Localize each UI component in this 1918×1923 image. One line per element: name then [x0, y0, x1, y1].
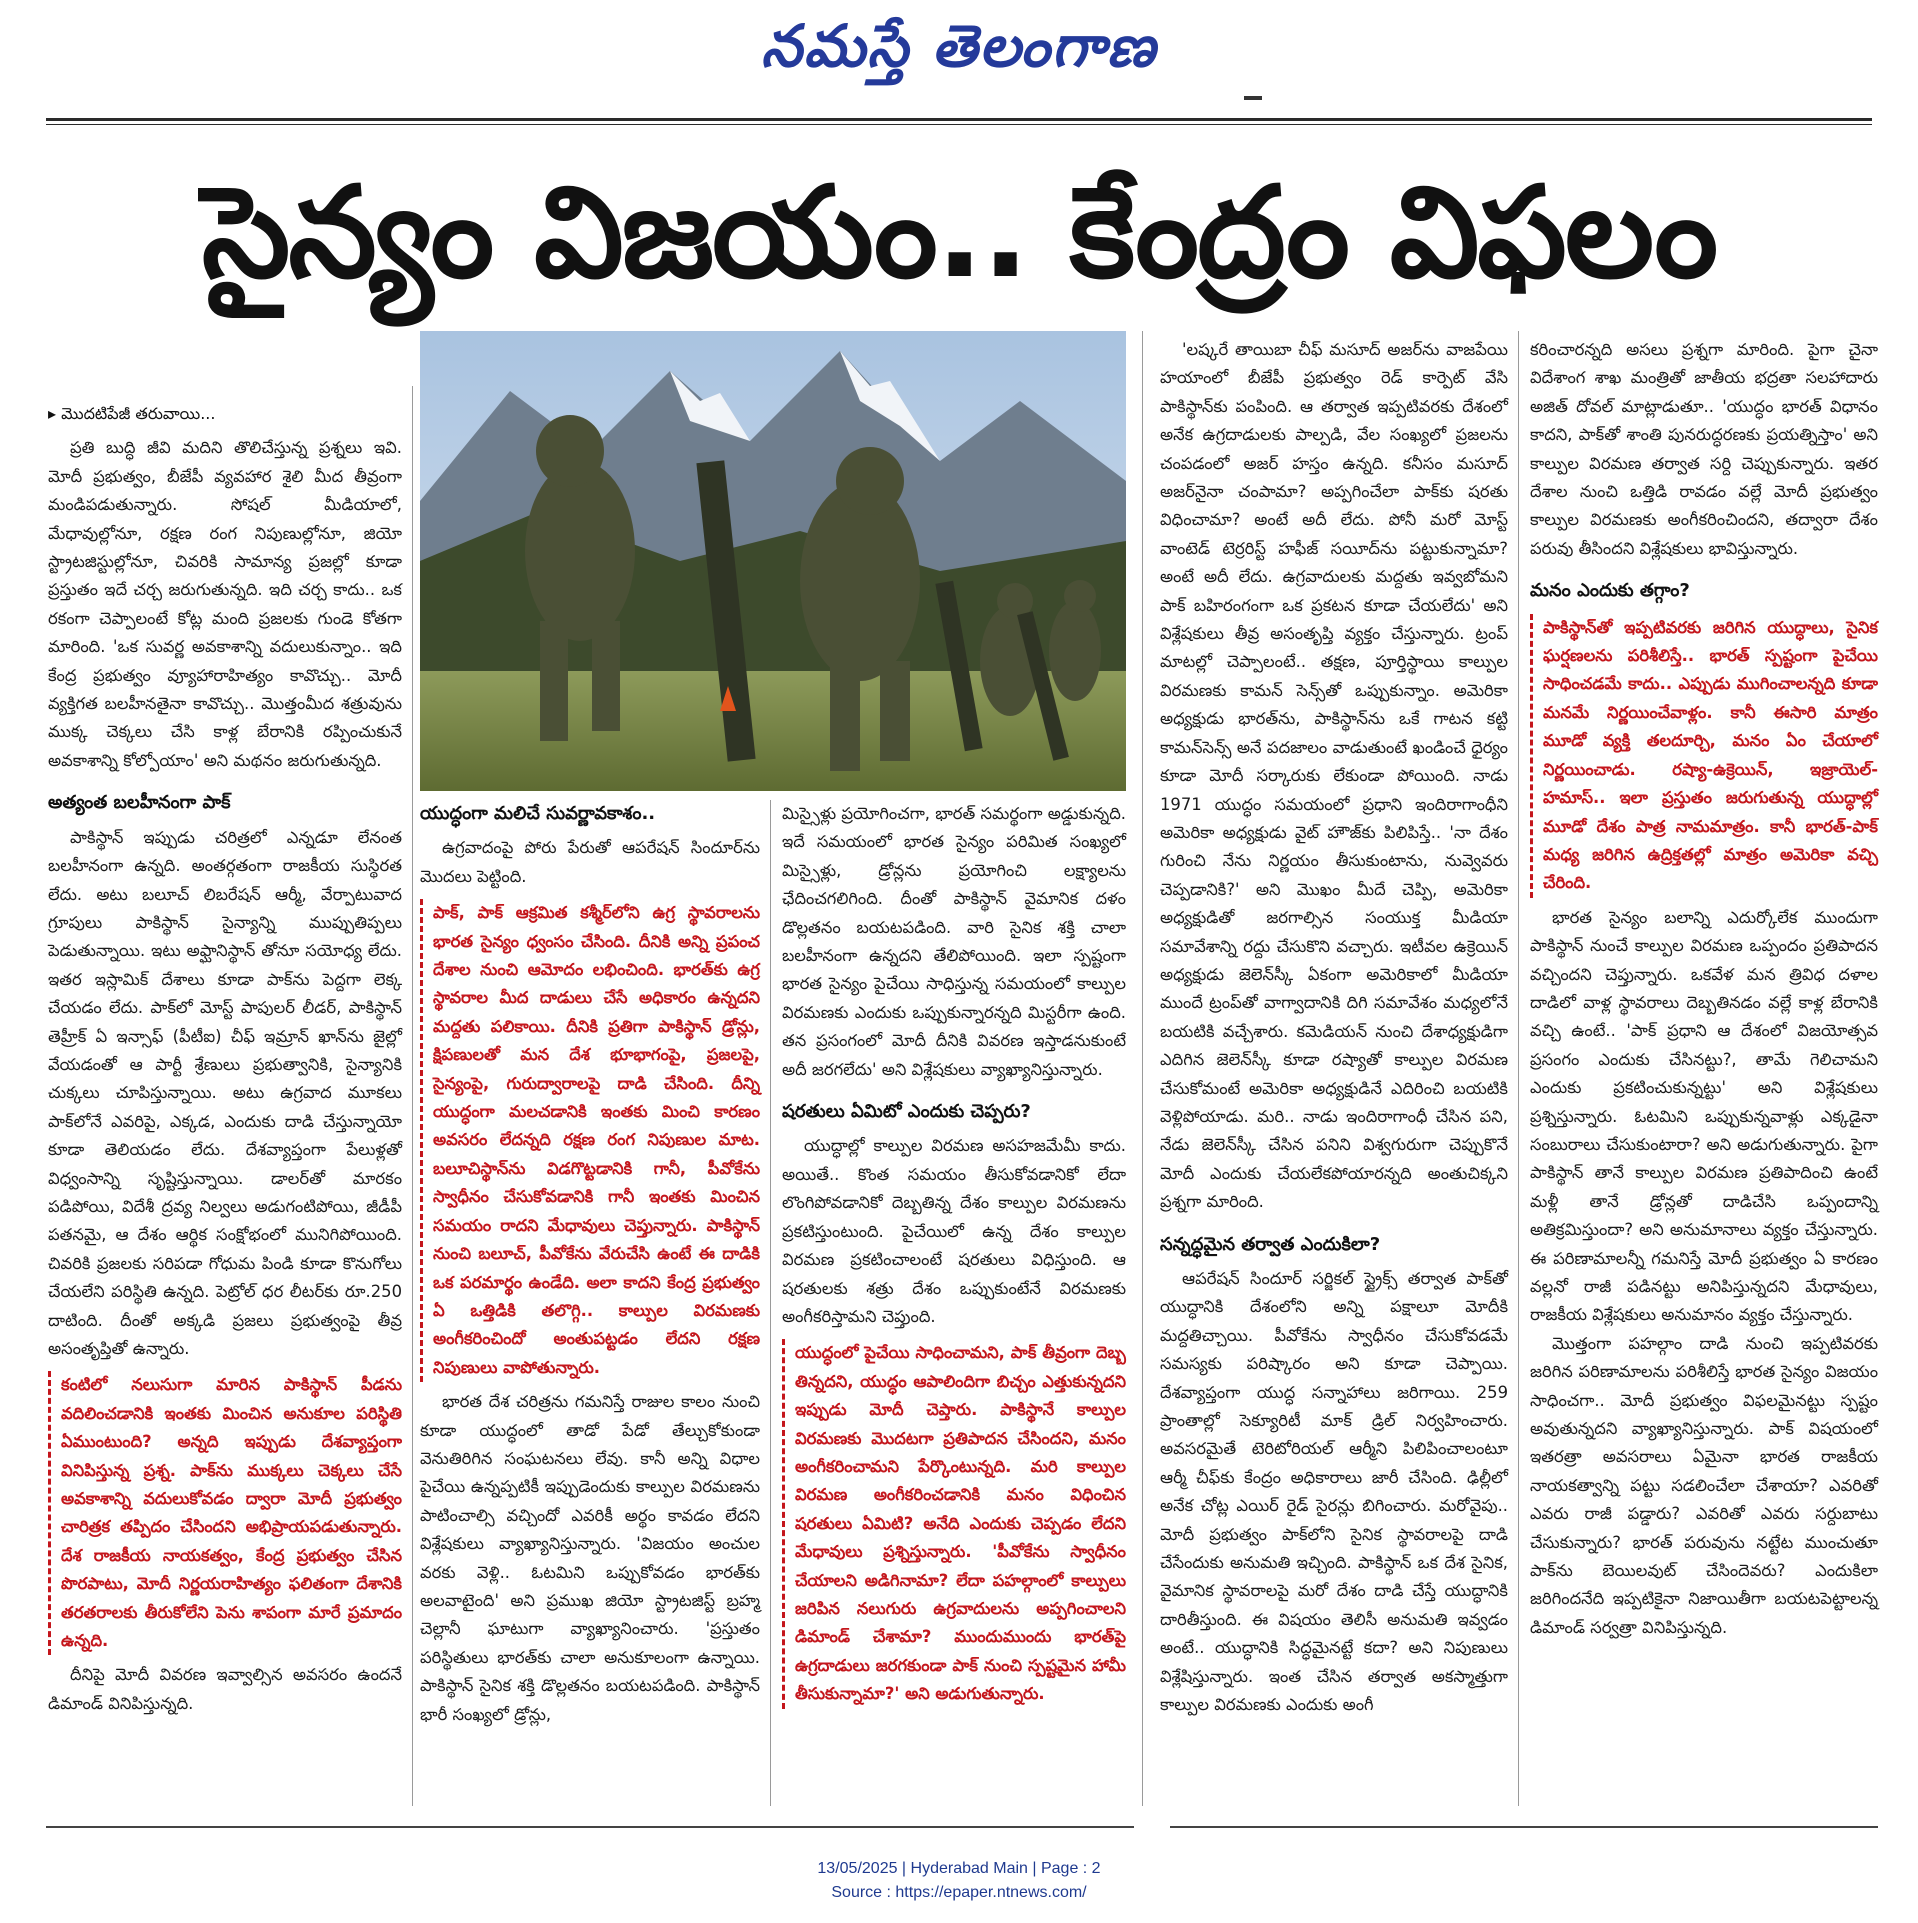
masthead-logo: నమస్తే తెలంగాణ: [761, 12, 1157, 80]
pull-quote: [48, 1371, 402, 1655]
paragraph: పాకిస్థాన్ ఇప్పుడు చరిత్రలో ఎన్నడూ లేనంత బలహీనంగా ఉన్నది. అంతర్గతంగా రాజకీయ సుస్థిరత లేదు. అటు బలూచ్ లిబరేషన్ ఆర్మీ, వేర్పాటువాద గ్రూపులు పాకిస్థాన్ సైన్యాన్ని ముప్పుతిప్పలు పెడుతున్నాయి. ఇటు అఫ్ఘానిస్థాన్ తోనూ సయోధ్య లేదు. ఇతర ఇస్లామిక్ దేశాలు కూడా పాక్‌ను పెద్దగా లెక్క చేయడం లేదు. పాక్‌లో మోస్ట్ పాపులర్ లీడర్, పాకిస్థాన్ తెహ్రీక్ ఏ ఇన్సాఫ్ (పీటీఐ) చీఫ్ ఇమ్రాన్ ఖాన్‌ను జైల్లో వేయడంతో ఆ పార్టీ శ్రేణులు ప్రభుత్వానికి, సైన్యానికి చుక్కలు చూపిస్తున్నాయి. అటు ఉగ్రవాద మూకలు పాక్‌లోనే ఎవరిపై, ఎక్కడ, ఎందుకు దాడి చేస్తున్నాయో కూడా తెలియడం లేదు. దేశవ్యాప్తంగా పేలుళ్లతో విధ్వంసాన్ని సృష్టిస్తున్నాయి. డాలర్‌తో మారకం పడిపోయి, విదేశీ ద్రవ్య నిల్వలు అడుగంటిపోయి, జీడీపీ పతనమై, ఆ దేశం ఆర్థిక సంక్షోభంలో మునిగిపోయింది. చివరికి ప్రజలకు సరిపడా గోధుమ పిండి కూడా కొనుగోలు చేయలేని పరిస్థితి ఉన్నది. పెట్రోల్ ధర లీటర్‌కు రూ.250 దాటింది. దీంతో అక్కడి ప్రజలు ప్రభుత్వంపై తీవ్ర అసంతృప్తితో ఉన్నారు.: [48, 827, 402, 1358]
subheading: షరతులు ఏమిటో ఎందుకు చెప్పరు?: [782, 1101, 1031, 1123]
subheading: సన్నద్ధమైన తర్వాత ఎందుకిలా?: [1160, 1233, 1381, 1255]
paragraph: ఉగ్రవాదంపై పోరు పేరుతో ఆపరేషన్ సిందూర్‌ను మొదలు పెట్టింది.: [420, 838, 760, 886]
column-1: [48, 386, 402, 1718]
pull-quote: [782, 1339, 1126, 1708]
pull-quote-text: యుద్ధంలో పైచేయి సాధించామని, పాక్ తీవ్రంగా దెబ్బ తిన్నదని, యుద్ధం ఆపాలిందిగా బిచ్చం ఎత్తుకున్నదని ఇప్పుడు మోదీ చెప్తారు. పాకిస్థానే కాల్పుల విరమణకు మొదటగా ప్రతిపాదన చేసిందని, మనం అంగీకరించామని పేర్కొంటున్నది. మరి కాల్పుల విరమణ అంగీకరించడానికి మనం విధించిన షరతులు ఏమిటి? అనేది ఎందుకు చెప్పడం లేదని మేధావులు ప్రశ్నిస్తున్నారు. 'పీవోకేను స్వాధీనం చేయాలని అడిగినామా? లేదా పహల్గాంలో కాల్పులు జరిపిన నలుగురు ఉగ్రవాదులను అప్పగించాలని డిమాండ్ చేశామా? ముందుముందు భారత్‌పై ఉగ్రదాడులు జరగకుండా పాక్ నుంచి స్పష్టమైన హామీ తీసుకున్నామా?' అని అడుగుతున్నారు.: [795, 1343, 1126, 1704]
pull-quote-text: పాకిస్థాన్‌తో ఇప్పటివరకు జరిగిన యుద్ధాలు, సైనిక ఘర్షణలను పరిశీలిస్తే.. భారత్ స్పష్టంగా పైచేయి సాధించడమే కాదు.. ఎప్పుడు ముగించాలన్నది కూడా మనమే నిర్ణయించేవాళ్లం. కానీ ఈసారి మాత్రం మూడో వ్యక్తి తలదూర్చి, మనం ఏం చేయాలో నిర్ణయించాడు. రష్యా-ఉక్రెయిన్, ఇజ్రాయెల్-హమాస్.. ఇలా ప్రస్తుతం జరుగుతున్న యుద్ధాల్లో మూడో దేశం పాత్ర నామమాత్రం. కానీ భారత్-పాక్ మధ్య జరిగిన ఉద్రిక్తతల్లో మాత్రం అమెరికా వచ్చి చేరింది.: [1543, 617, 1878, 893]
header-rule-thin: [46, 124, 1872, 125]
photo-illustration: [420, 331, 1126, 791]
column-divider: [770, 800, 771, 1806]
paragraph: దీనిపై మోదీ వివరణ ఇవ్వాల్సిన అవసరం ఉందనే డిమాండ్ వినిపిస్తున్నది.: [48, 1665, 402, 1713]
column-divider: [1518, 331, 1519, 1806]
header-rule: [46, 118, 1872, 121]
column-3: [782, 800, 1126, 1715]
footer-source-link[interactable]: Source : https://epaper.ntnews.com/: [831, 1884, 1087, 1901]
header-tick: [1244, 96, 1262, 100]
paragraph: యుద్ధాల్లో కాల్పుల విరమణ అసహజమేమీ కాదు. అయితే.. కొంత సమయం తీసుకోవడానికో లేదా లొంగిపోవడానికో దెబ్బతిన్న దేశం కాల్పుల విరమణను ప్రకటిస్తుంటుంది. పైచేయిలో ఉన్న దేశం కాల్పుల విరమణ ప్రకటించాలంటే షరతులు విధిస్తుంది. ఆ షరతులకు శత్రు దేశం ఒప్పుకుంటేనే విరమణకు అంగీకరిస్తామని చెప్తుంది.: [782, 1136, 1126, 1326]
subheading: మనం ఎందుకు తగ్గాం?: [1530, 580, 1690, 602]
column-5: [1530, 336, 1878, 1642]
pull-quote: [1530, 614, 1878, 898]
pull-quote: [420, 899, 760, 1382]
subheading: అత్యంత బలహీనంగా పాక్: [48, 792, 231, 814]
paragraph: ఆపరేషన్ సిందూర్ సర్జికల్ స్ట్రైక్స్ తర్వాత పాక్‌తో యుద్ధానికి దేశంలోని అన్ని పక్షాలూ మోదీకి మద్దతిచ్చాయి. పీవోకేను స్వాధీనం చేసుకోవడమే సమస్యకు పరిష్కారం అని కూడా చెప్పాయి. దేశవ్యాప్తంగా యుద్ధ సన్నాహాలు జరిగాయి. 259 ప్రాంతాల్లో సెక్యూరిటీ మాక్ డ్రిల్ నిర్వహించారు. అవసరమైతే టెరిటోరియల్ ఆర్మీని పిలిపించాలంటూ ఆర్మీ చీఫ్‌కు కేంద్రం అధికారాలు జారీ చేసింది. ఢిల్లీలో అనేక చోట్ల ఎయిర్ రైడ్ సైరన్లు బిగించారు. మరోవైపు.. మోదీ ప్రభుత్వం పాక్‌లోని సైనిక స్థావరాలపై దాడి చేసేందుకు అనుమతి ఇచ్చింది. పాకిస్థాన్ ఒక దేశ సైనిక, వైమానిక స్థావరాలపై మరో దేశం దాడి చేస్తే యుద్ధానికి దారితీస్తుంది. ఈ విషయం తెలిసీ అనుమతి ఇవ్వడం అంటే.. యుద్ధానికి సిద్ధమైనట్టే కదా? అని నిపుణులు విశ్లేషిస్తున్నారు. ఇంత చేసిన తర్వాత అకస్మాత్తుగా కాల్పుల విరమణకు ఎందుకు అంగీ: [1160, 1269, 1508, 1715]
paragraph: కరించారన్నది అసలు ప్రశ్నగా మారింది. పైగా చైనా విదేశాంగ శాఖ మంత్రితో జాతీయ భద్రతా సలహాదారు అజిత్ దోవల్ మాట్లాడుతూ.. 'యుద్ధం భారత్ విధానం కాదని, పాక్‌తో శాంతి పునరుద్ధరణకు ప్రయత్నిస్తాం' అని కాల్పుల విరమణ తర్వాత సర్ది చెప్పుకున్నారు. ఇతర దేశాల నుంచి ఒత్తిడి రావడం వల్లే మోదీ ప్రభుత్వం కాల్పుల విరమణకు అంగీకరించిందని, తద్వారా దేశం పరువు తీసిందని విశ్లేషకులు భావిస్తున్నారు.: [1530, 340, 1878, 558]
footer-date-edition: 13/05/2025 | Hyderabad Main | Page : 2: [817, 1860, 1101, 1877]
kicker: ▸ మొదటిపేజీ తరువాయి...: [48, 404, 216, 423]
headline: సైన్యం విజయం.. కేంద్రం విఫలం: [201, 159, 1717, 306]
paragraph: భారత దేశ చరిత్రను గమనిస్తే రాజుల కాలం నుంచి కూడా యుద్ధంలో తాడో పేడో తేల్చుకోకుండా వెనుతిరిగిన సంఘటనలు లేవు. కానీ అన్ని విధాల పైచేయి ఉన్నప్పటికీ ఇప్పుడెందుకు కాల్పుల విరమణను పాటించాల్సి వచ్చిందో ఎవరికీ అర్థం కావడం లేదని విశ్లేషకులు వ్యాఖ్యానిస్తున్నారు. 'విజయం అంచుల వరకు వెళ్లి.. ఓటమిని ఒప్పుకోవడం భారత్‌కు అలవాటైంది' అని ప్రముఖ జియో స్ట్రాటజిస్ట్ బ్రహ్మ చెల్లానీ ఘాటుగా వ్యాఖ్యానించారు. 'ప్రస్తుతం పరిస్థితులు భారత్‌కు చాలా అనుకూలంగా ఉన్నాయి. పాకిస్థాన్ సైనిక శక్తి డొల్లతనం బయటపడింది. పాకిస్థాన్ భారీ సంఖ్యలో డ్రోన్లు,: [420, 1392, 760, 1724]
bottom-rule: [1170, 1826, 1878, 1828]
pull-quote-text: కంటిలో నలుసుగా మారిన పాకిస్థాన్ పీడను వదిలించడానికి ఇంతకు మించిన అనుకూల పరిస్థితి ఏముంటుంది? అన్నది ఇప్పుడు దేశవ్యాప్తంగా వినిపిస్తున్న ప్రశ్న. పాక్‌ను ముక్కలు చెక్కలు చేసే అవకాశాన్ని వదులుకోవడం ద్వారా మోదీ ప్రభుత్వం చారిత్రక తప్పిదం చేసిందని అభిప్రాయపడుతున్నారు. దేశ రాజకీయ నాయకత్వం, కేంద్ర ప్రభుత్వం చేసిన పొరపాటు, మోదీ నిర్ణయరాహిత్యం ఫలితంగా దేశానికి తరతరాలకు తీరుకోలేని పెను శాపంగా మారే ప్రమాదం ఉన్నది.: [61, 1375, 402, 1651]
subheading: యుద్ధంగా మలిచే సువర్ణావకాశం..: [420, 803, 656, 824]
column-divider: [412, 386, 413, 1806]
pull-quote-text: పాక్, పాక్ ఆక్రమిత కశ్మీర్‌లోని ఉగ్ర స్థావరాలను భారత సైన్యం ధ్వంసం చేసింది. దీనికి అన్ని ప్రపంచ దేశాల నుంచి ఆమోదం లభించింది. భారత్‌కు ఉగ్ర స్థావరాల మీద దాడులు చేసే అధికారం ఉన్నదని మద్దతు పలికాయి. దీనికి ప్రతిగా పాకిస్థాన్ డ్రోన్లు, క్షిపణులతో మన దేశ భూభాగంపై, ప్రజలపై, సైన్యంపై, గురుద్వారాలపై దాడి చేసింది. దీన్ని యుద్ధంగా మలచడానికి ఇంతకు మించి కారణం అవసరం లేదన్నది రక్షణ రంగ నిపుణుల మాట. బలూచిస్థాన్‌ను విడగొట్టడానికి గానీ, పీవోకేను స్వాధీనం చేసుకోవడానికి గానీ ఇంతకు మించిన సమయం రాదని మేధావులు చెప్తున్నారు. పాకిస్థాన్ నుంచి బలూచ్, పీవోకేను వేరుచేసి ఉంటే ఈ దాడికి ఒక పరమార్థం ఉండేది. అలా కాదని కేంద్ర ప్రభుత్వం ఏ ఒత్తిడికి తలొగ్గి.. కాల్పుల విరమణకు అంగీకరించిందో అంతుపట్టడం లేదని రక్షణ నిపుణులు వాపోతున్నారు.: [433, 903, 760, 1377]
paragraph: మిస్సైళ్లు ప్రయోగించగా, భారత్ సమర్థంగా అడ్డుకున్నది. ఇదే సమయంలో భారత సైన్యం పరిమిత సంఖ్యలో మిస్సైళ్లు, డ్రోన్లను ప్రయోగించి లక్ష్యాలను ఛేదించగలిగింది. దీంతో పాకిస్థాన్ వైమానిక దళం డొల్లతనం బయటపడింది. వారి సైనిక శక్తి చాలా బలహీనంగా ఉన్నదని తేలిపోయింది. ఇలా స్పష్టంగా భారత సైన్యం పైచేయి సాధిస్తున్న సమయంలో కాల్పుల విరమణకు ఎందుకు ఒప్పుకున్నారన్నది మిస్టరీగా ఉంది. తన ప్రసంగంలో మోదీ దీనికి వివరణ ఇస్తాడనుకుంటే అదీ జరగలేదు' అని విశ్లేషకులు వ్యాఖ్యానిస్తున్నారు.: [782, 804, 1126, 1079]
soldiers-mortar-photo: [420, 331, 1126, 791]
paragraph: భారత సైన్యం బలాన్ని ఎదుర్కోలేక ముందుగా పాకిస్థాన్ నుంచే కాల్పుల విరమణ ఒప్పందం ప్రతిపాదన వచ్చిందని చెప్తున్నారు. ఒకవేళ మన త్రివిధ దళాల దాడిలో వాళ్ల స్థావరాలు దెబ్బతినడం వల్లే కాళ్ల బేరానికి వచ్చి ఉంటే.. 'పాక్ ప్రధాని ఆ దేశంలో విజయోత్సవ ప్రసంగం ఎందుకు చేసినట్టు?, తామే గెలిచామని ఎందుకు ప్రకటించుకున్నట్టు' అని విశ్లేషకులు ప్రశ్నిస్తున్నారు. ఓటమిని ఒప్పుకున్నవాళ్లు ఎక్కడైనా సంబురాలు చేసుకుంటారా? అని అడుగుతున్నారు. పైగా పాకిస్థాన్ తానే కాల్పుల విరమణ ప్రతిపాదించి ఉంటే మళ్లీ తానే డ్రోన్లతో దాడిచేసి ఒప్పందాన్ని అతిక్రమిస్తుందా? అని అనుమానాలు వ్యక్తం చేస్తున్నారు. ఈ పరిణామాలన్నీ గమనిస్తే మోదీ ప్రభుత్వం ఏ కారణం వల్లనో రాజీ పడినట్టు అనిపిస్తున్నదని మేధావులు, రాజకీయ విశ్లేషకులు అనుమానం వ్యక్తం చేస్తున్నారు.: [1530, 907, 1878, 1325]
column-2: [420, 800, 760, 1729]
paragraph: మొత్తంగా పహల్గాం దాడి నుంచి ఇప్పటివరకు జరిగిన పరిణామాలను పరిశీలిస్తే భారత సైన్యం విజయం సాధించగా.. మోదీ ప్రభుత్వం విఫలమైనట్టు స్పష్టం అవుతున్నదని వ్యాఖ్యానిస్తున్నారు. పాక్ విషయంలో ఇతరత్రా అవసరాలు ఏమైనా భారత రాజకీయ నాయకత్వాన్ని పట్టు సడలించేలా చేశాయా? ఎవరితో ఎవరు రాజీ పడ్డారు? ఎవరితో ఎవరు సర్దుబాటు చేసుకున్నారు? భారత్ పరువును నట్టేట ముంచుతూ పాక్‌ను బెయిలవుట్ చేసిందెవరు? ఎందుకిలా జరిగిందనేది ఇప్పటికైనా నిజాయితీగా బయటపెట్టాలన్న డిమాండ్ సర్వత్రా వినిపిస్తున్నది.: [1530, 1333, 1878, 1637]
paragraph: 'లష్కరే తాయిబా చీఫ్ మసూద్ అజర్‌ను వాజపేయి హయాంలో బీజేపీ ప్రభుత్వం రెడ్ కార్పెట్ వేసి పాకిస్థాన్‌కు పంపింది. ఆ తర్వాత ఇప్పటివరకు దేశంలో అనేక ఉగ్రదాడులకు పాల్పడి, వేల సంఖ్యలో ప్రజలను చంపడంలో అజర్ హస్తం ఉన్నది. కనీసం మసూద్ అజర్‌నైనా చంపామా? అప్పగించేలా పాక్‌కు షరతు విధించామా? అంటే అదీ లేదు. పోనీ మరో మోస్ట్ వాంటెడ్ టెర్రరిస్ట్ హఫీజ్ సయీద్‌ను పట్టుకున్నామా? అంటే అదీ లేదు. ఉగ్రవాదులకు మద్దతు ఇవ్వబోమని పాక్ బహిరంగంగా ఒక ప్రకటన కూడా చేయలేదు' అని విశ్లేషకులు తీవ్ర అసంతృప్తి వ్యక్తం చేస్తున్నారు. ట్రంప్ మాటల్లో చెప్పాలంటే.. తక్షణ, పూర్తిస్థాయి కాల్పుల విరమణకు కామన్ సెన్స్‌తో ఒప్పుకున్నాం. అమెరికా అధ్యక్షుడు భారత్‌ను, పాకిస్థాన్‌ను ఒకే గాటన కట్టి కామన్‌సెన్స్ అనే పదజాలం వాడుతుంటే ఖండించే ధైర్యం కూడా మోదీ సర్కారుకు లేకుండా పోయింది. నాడు 1971 యుద్ధం సమయంలో ప్రధాని ఇందిరాగాంధీని అమెరికా అధ్యక్షుడు వైట్ హౌజ్‌కు పిలిపిస్తే.. 'నా దేశం గురించి నేను నిర్ణయం తీసుకుంటాను, నువ్వెవరు చెప్పడానికి?' అని మొఖం మీదే చెప్పి, అమెరికా అధ్యక్షుడితో జరగాల్సిన సంయుక్త మీడియా సమావేశాన్ని రద్దు చేసుకొని వచ్చారు. ఇటీవల ఉక్రెయిన్ అధ్యక్షుడు జెలెన్‌స్కీ ఏకంగా అమెరికాలో మీడియా ముందే ట్రంప్‌తో వాగ్వాదానికి దిగి సమావేశం మధ్యలోనే బయటికి వచ్చేశారు. కమెడియన్ నుంచి దేశాధ్యక్షుడిగా ఎదిగిన జెలెన్‌స్కీ కూడా రష్యాతో కాల్పుల విరమణ చేసుకోమంటే అమెరికా అధ్యక్షుడినే ఎదిరించి బయటికి వెళ్లిపోయాడు. మరి.. నాడు ఇందిరాగాంధీ చేసిన పని, నేడు జెలెన్‌స్కీ చేసిన పనిని విశ్వగురుగా చెప్పుకొనే మోదీ ఎందుకు చేయలేకపోయారన్నది అంతుచిక్కని ప్రశ్నగా మారింది.: [1160, 340, 1508, 1212]
column-4: [1160, 336, 1508, 1720]
bottom-rule: [46, 1826, 1134, 1828]
chevron-right-icon: ▸: [48, 404, 62, 423]
paragraph: ప్రతి బుద్ధి జీవి మదిని తొలిచేస్తున్న ప్రశ్నలు ఇవి. మోదీ ప్రభుత్వం, బీజేపీ వ్యవహార శైలి మీద తీవ్రంగా మండిపడుతున్నారు. సోషల్ మీడియాలో, మేధావుల్లోనూ, రక్షణ రంగ నిపుణుల్లోనూ, జియో స్ట్రాటజిస్టుల్లోనూ, చివరికి సామాన్య ప్రజల్లో కూడా ప్రస్తుతం ఇదే చర్చ జరుగుతున్నది. ఇది చర్చ కాదు.. ఒక రకంగా చెప్పాలంటే కోట్ల మంది ప్రజలకు గుండె కోతగా మారింది. 'ఒక సువర్ణ అవకాశాన్ని వదులుకున్నాం.. ఇది కేంద్ర ప్రభుత్వం వ్యూహారాహిత్యం కావొచ్చు.. మోదీ వ్యక్తిగత బలహీనతైనా కావొచ్చు.. మొత్తంమీద శత్రువును ముక్క చెక్కలు చేసి కాళ్ల బేరానికి రప్పించుకునే అవకాశాన్ని కోల్పోయాం' అని మథనం జరుగుతున్నది.: [48, 438, 402, 770]
column-divider: [1142, 331, 1143, 1806]
